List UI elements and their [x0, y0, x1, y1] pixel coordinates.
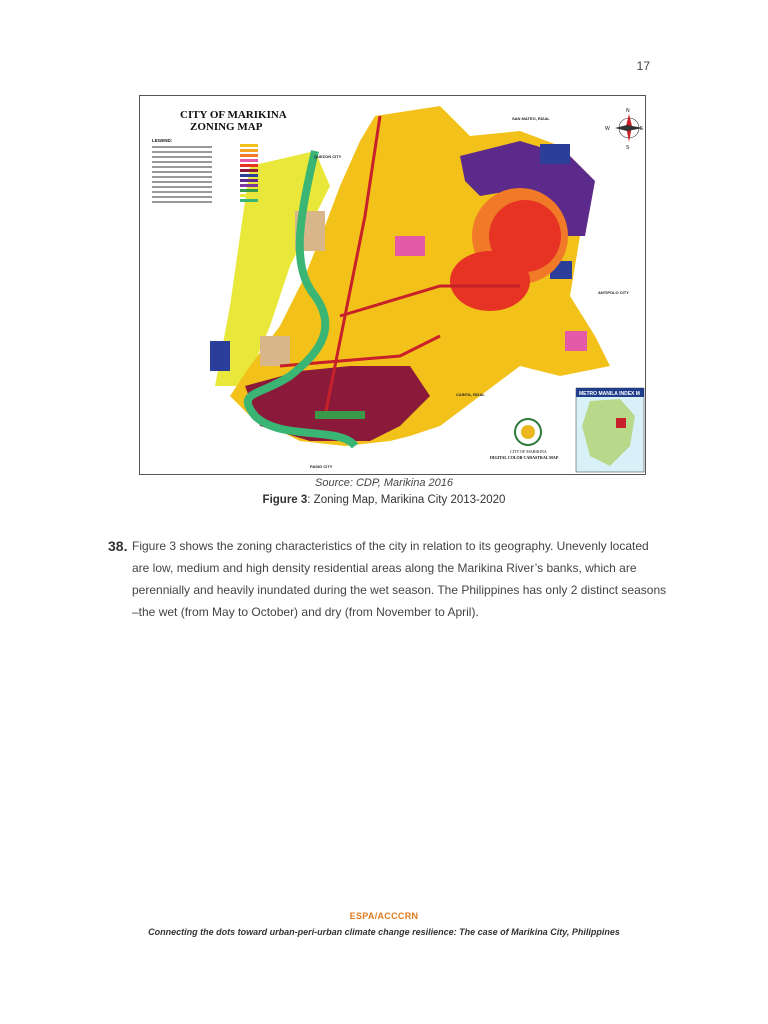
label-east: ANTIPOLO CITY [598, 290, 629, 295]
legend-row-line [152, 186, 212, 188]
legend-swatch [240, 189, 258, 192]
compass-n: N [626, 108, 630, 114]
legend-row-line [152, 191, 212, 193]
city-seal-icon [515, 419, 541, 445]
legend-row-line [152, 181, 212, 183]
map-title-line1: CITY OF MARIKINA [180, 109, 287, 121]
legend-swatch [240, 149, 258, 152]
zoning-map-figure [139, 95, 646, 475]
label-south-east: CAINTA, RIZAL [456, 392, 485, 397]
parks-strip [315, 411, 365, 419]
legend-swatch [240, 199, 258, 202]
inset-title: METRO MANILA INDEX M [579, 391, 640, 397]
compass-e: E [640, 126, 644, 132]
legend-swatch [240, 169, 258, 172]
legend-row-line [152, 146, 212, 148]
legend-row-line [152, 176, 212, 178]
figure-source: Source: CDP, Marikina 2016 [315, 477, 453, 489]
zone-patch-blue-3 [210, 341, 230, 371]
legend-swatch [240, 179, 258, 182]
legend-swatch [240, 184, 258, 187]
figure-title: : Zoning Map, Marikina City 2013-2020 [307, 494, 506, 506]
legend-swatch [240, 164, 258, 167]
institutional-zone-center [450, 251, 530, 311]
legend-row-line [152, 196, 212, 198]
zoning-map [140, 96, 645, 474]
zone-patch-pink-1 [395, 236, 425, 256]
legend-row-line [152, 161, 212, 163]
legend-row-line [152, 151, 212, 153]
paragraph-38 [108, 535, 668, 623]
label-west: QUEZON CITY [314, 154, 342, 159]
legend-heading: LEGEND: [152, 138, 173, 143]
figure-caption [0, 494, 768, 506]
legend-row-line [152, 201, 212, 203]
legend-swatch [240, 194, 258, 197]
zone-patch-tan-2 [260, 336, 290, 366]
legend-row-line [152, 166, 212, 168]
paragraph-text: Figure 3 shows the zoning characteristics of the city in relation to its geography. Unevenly located are low, medium and high density residential areas along the Marikina River’s banks, which are perennially and heavily inundated during the wet season. The Philippines has only 2 distinct seasons –the wet (from May to October) and dry (from November to April). [132, 539, 667, 619]
paragraph-number: 38. [108, 538, 128, 554]
page-number: 17 [636, 59, 650, 73]
footer-subtitle: Connecting the dots toward urban-peri-urban climate change resilience: The case of Marikina City, Philippines [148, 927, 620, 937]
legend-row-line [152, 171, 212, 173]
legend-swatch [240, 144, 258, 147]
seal-line2: DIGITAL COLOR CADASTRAL MAP [490, 455, 559, 460]
zone-patch-blue-1 [540, 144, 570, 164]
label-south: PASIG CITY [310, 464, 333, 469]
legend-row-line [152, 156, 212, 158]
compass-w: W [605, 126, 610, 132]
footer-org: ESPA/ACCCRN [349, 911, 419, 921]
compass-s: S [626, 145, 630, 151]
legend-swatch [240, 159, 258, 162]
inset-marikina-marker [616, 418, 626, 428]
legend-swatch [240, 154, 258, 157]
legend-swatch [240, 174, 258, 177]
figure-label: Figure 3 [262, 494, 308, 506]
map-title-line2: ZONING MAP [190, 121, 263, 133]
zone-patch-pink-2 [565, 331, 587, 351]
seal-line1: CITY OF MARIKINA [510, 449, 547, 454]
label-north: SAN MATEO, RIZAL [512, 116, 550, 121]
seal-center [521, 425, 535, 439]
